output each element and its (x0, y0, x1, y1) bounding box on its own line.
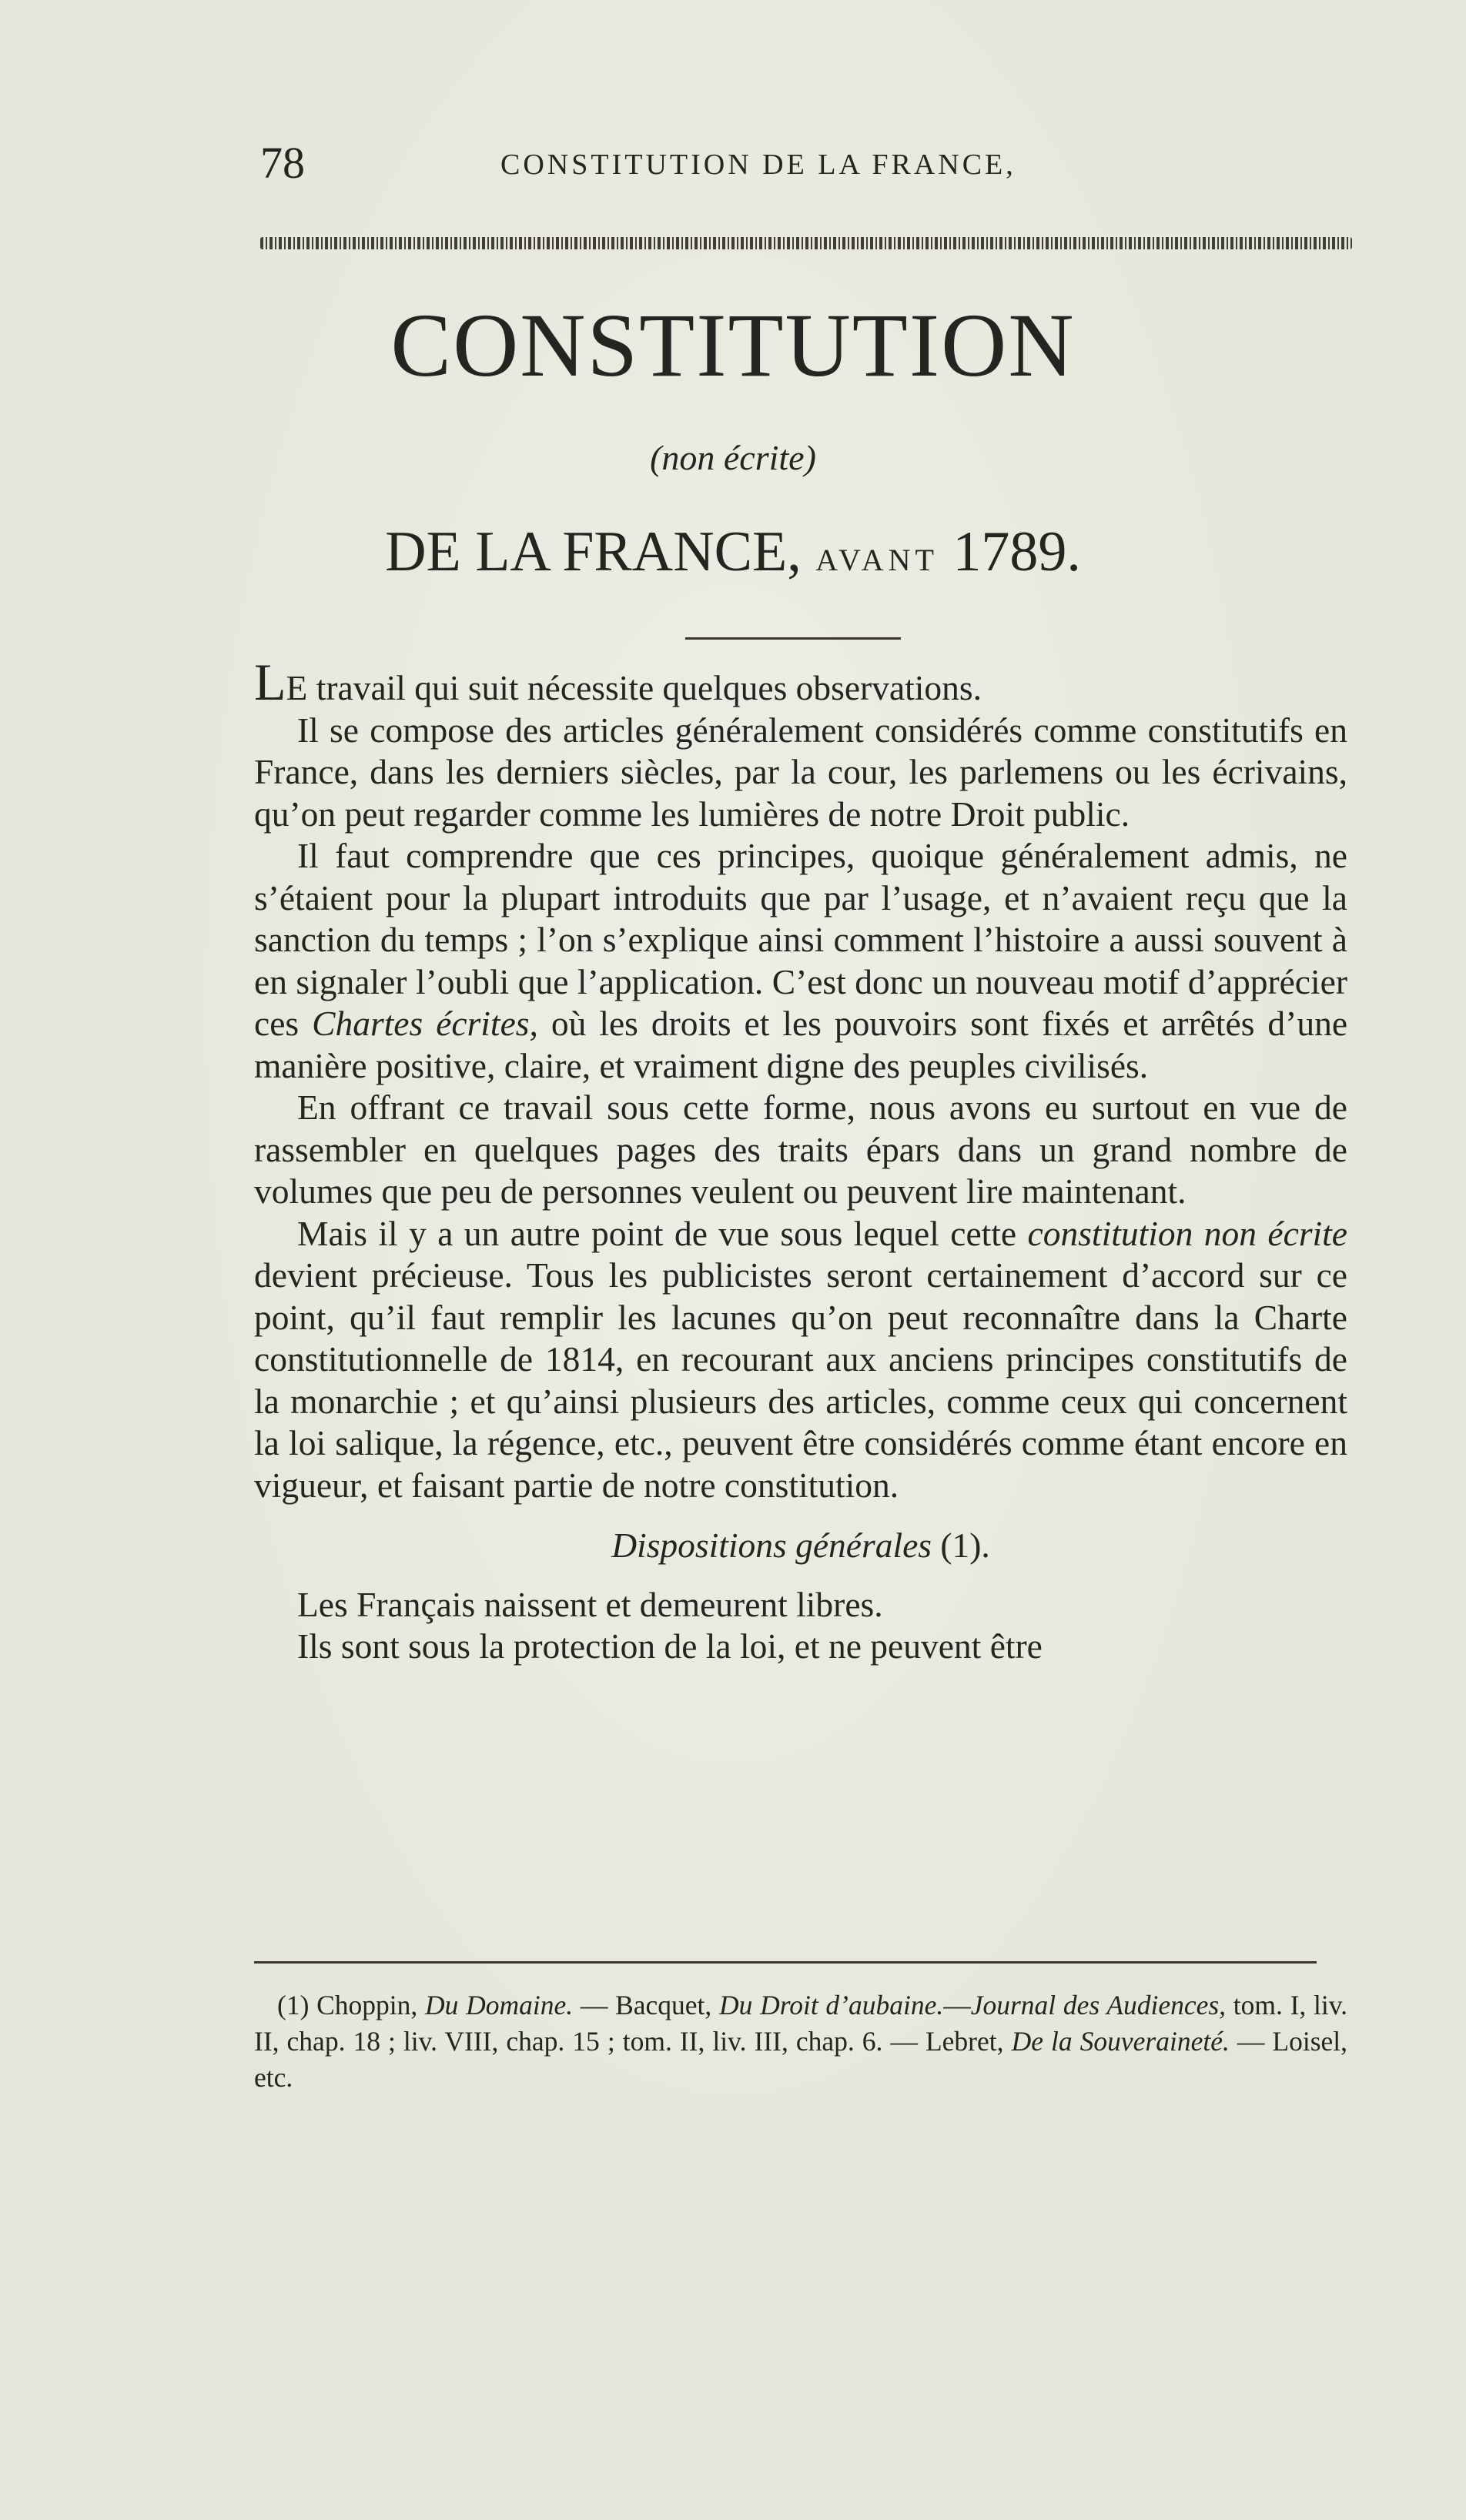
page-number: 78 (260, 138, 305, 188)
footnote-title: Du Droit d’aubaine. (718, 1990, 944, 2020)
paragraph (254, 1213, 1347, 1507)
paragraph: En offrant ce travail sous cette forme, nous avons eu surtout en vue de rassembler en quelques pages des traits épars dans un grand nombre de volumes que peu de personnes veulent ou peuvent lire maintenant. (254, 1088, 1347, 1211)
paragraph: Ils sont sous la protection de la loi, et ne peuvent être (297, 1626, 1043, 1666)
footnote-part: — Bacquet, (580, 1990, 712, 2020)
footnote-part: tom. I, liv. II, chap. 18 ; liv. VIII, chap. 15 ; tom. II, liv. III, chap. 6. — Lebret, (254, 1990, 1348, 2057)
paragraph: Les Français naissent et demeurent libres. (297, 1584, 883, 1624)
footnote (254, 1987, 1347, 2096)
paragraph-text: Il faut comprendre que ces principes, quoique généralement admis, ne s’étaient pour la plupart introduits que par l’usage, et n’avaient reçu que la sanction du temps ; l’on s’explique ainsi comment l’histoire a aussi souvent à en signaler l’oubli que l’application. C’est donc un nouveau motif d’apprécier ces (254, 836, 1347, 1043)
footnote-text (254, 1987, 1347, 2096)
paragraph (254, 835, 1347, 1087)
footnote-part: — (943, 1990, 971, 2020)
paragraph-text: devient précieuse. Tous les publicistes seront certainement d’accord sur ce point, qu’il faut remplir les lacunes qu’on peut reconnaître dans la Charte constitutionnelle de 1814, en recourant aux anciens principes constitutifs de la monarchie ; et qu’ainsi plusieurs des articles, comme ceux qui concernent la loi salique, la régence, etc., peuvent être considérés comme étant encore en vigueur, et faisant partie de notre constitution. (254, 1255, 1347, 1505)
italic-phrase: constitution non écrite (1027, 1213, 1348, 1253)
footnote-title: Du Domaine. (425, 1990, 574, 2020)
footnote-title: Journal des Audiences, (970, 1990, 1227, 2020)
drop-cap: L (254, 653, 286, 711)
paragraph (254, 653, 1347, 711)
page-header (260, 137, 1315, 191)
title-line-small: AVANT (815, 543, 939, 577)
running-head: CONSTITUTION DE LA FRANCE, (500, 149, 1016, 181)
footnote-part: — Loisel, etc. (254, 2026, 1348, 2093)
subtitle: (non écrite) (650, 438, 816, 477)
paragraph-text: E travail qui suit nécessite quelques observations. (286, 668, 982, 707)
title-line-year: 1789. (952, 520, 1081, 583)
title-divider (685, 637, 901, 640)
section-heading (254, 1525, 1347, 1567)
footnote-marker: (1) (277, 1990, 310, 2020)
title-line-main: DE LA FRANCE, (385, 520, 802, 583)
paragraph: Il se compose des articles généralement considérés comme constitutifs en France, dans les derniers siècles, par la cour, les parlemens ou les écrivains, qu’on peut regarder comme les lumières de notre Droit public. (254, 710, 1347, 834)
italic-phrase: Chartes écrites, (312, 1004, 538, 1043)
footnote-rule (254, 1961, 1317, 1964)
title-line (0, 520, 1466, 583)
body-text (254, 653, 1348, 1668)
footnote-reference: (1). (940, 1526, 990, 1565)
footnote-title: De la Souveraineté. (1011, 2026, 1230, 2057)
ornamental-rule (260, 237, 1352, 249)
footnote-part: Choppin, (316, 1990, 418, 2020)
paragraph-text: Mais il y a un autre point de vue sous lequel cette (297, 1213, 1017, 1253)
paragraph-text: où les droits et les pouvoirs sont fixés et arrêtés d’une manière positive, claire, et vraiment digne des peuples civilisés. (254, 1004, 1348, 1085)
main-title: CONSTITUTION (390, 295, 1076, 396)
section-heading-text: Dispositions générales (611, 1526, 932, 1565)
